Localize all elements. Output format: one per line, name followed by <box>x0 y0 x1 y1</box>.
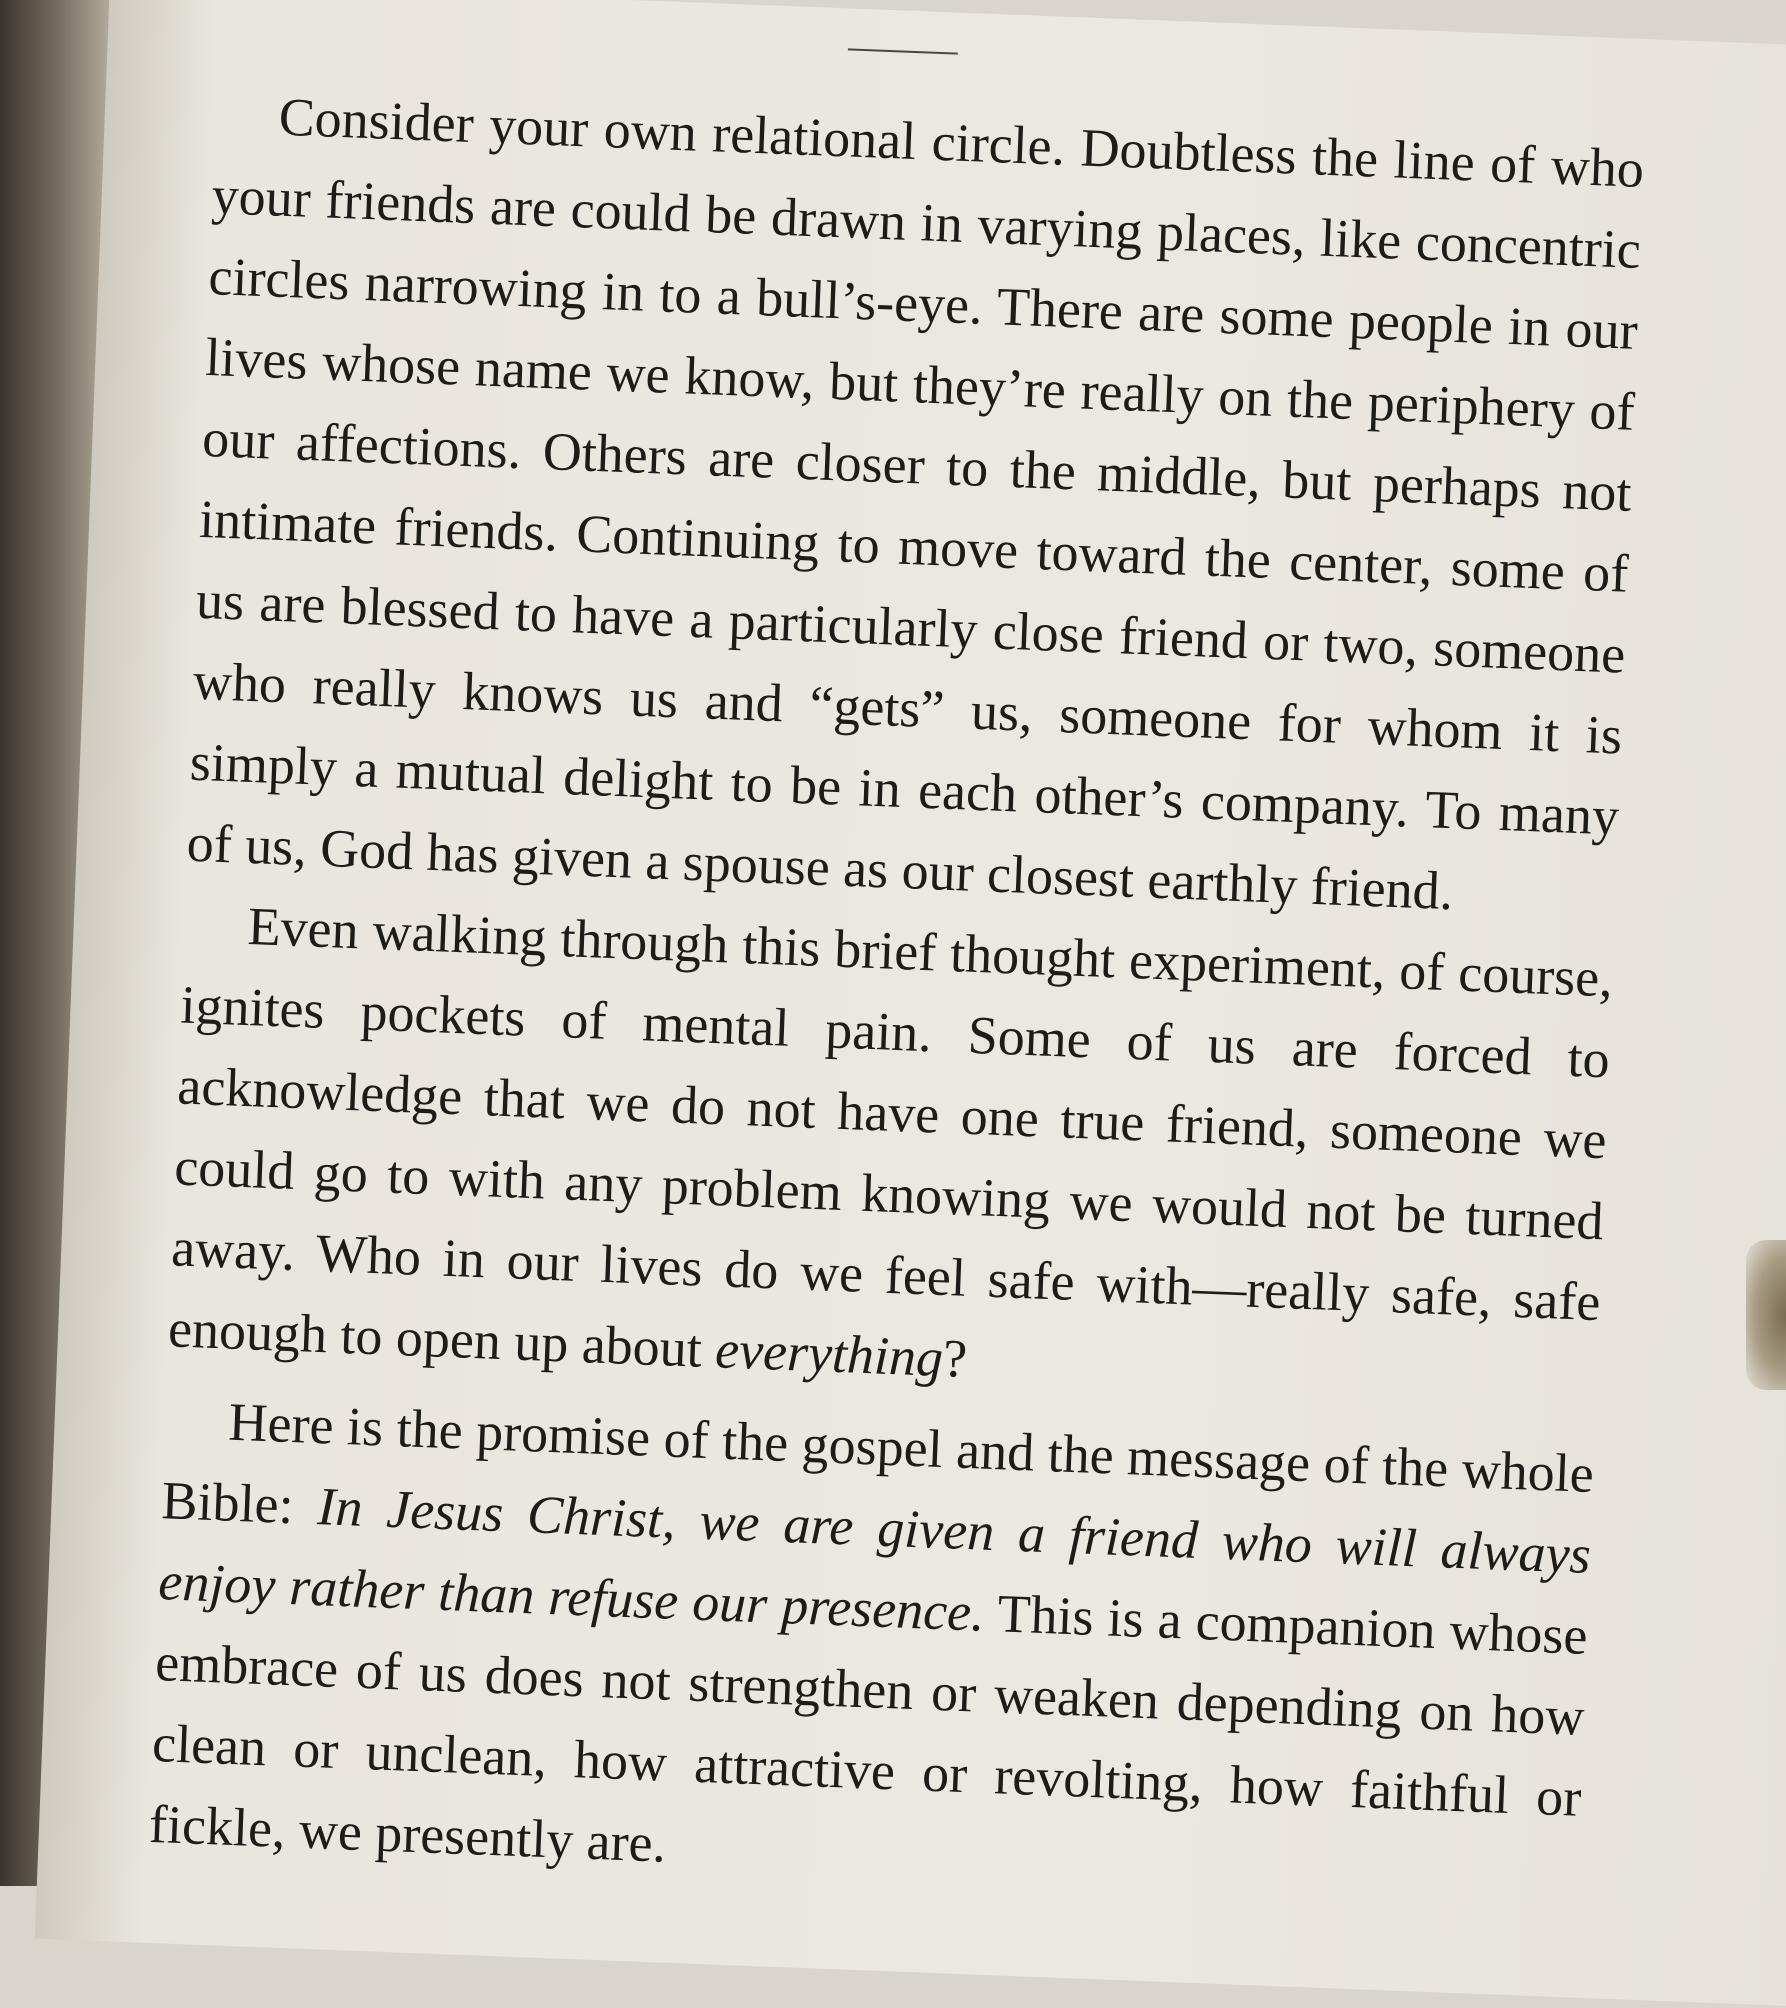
paragraph-2-end: ? <box>941 1328 969 1389</box>
paragraph-2-emphasis: everything <box>714 1319 945 1388</box>
paragraph-relational-circle <box>185 74 1645 938</box>
paragraph-gospel-promise <box>148 1379 1596 1920</box>
page-edge-shadow <box>1746 1240 1786 1390</box>
paragraph-thought-experiment <box>167 884 1615 1425</box>
paragraph-2-text: Even walking through this brief thought experiment, of course, ignites pockets of mental pain. Some of us are forced to acknowledge that we do not have one true friend, someone we could go to with any problem knowing we would not be turned away. Who in our lives do we feel safe with—really safe, safe enough to open up about <box>167 896 1614 1380</box>
paragraph-1-text: Consider your own relational circle. Doubtless the line of who your friends are could be drawn in varying places, like concentric circles narrowing in to a bull’s-eye. There are some people in our lives whose name we know, but they’re really on the periphery of our affections. Others are closer to the middle, but perhaps not intimate friends. Continuing to move toward the center, some of us are blessed to have a particularly close friend or two, someone who really knows us and “gets” us, someone for whom it is simply a mutual delight to be in each other’s company. To many of us, God has given a spouse as our closest earthly friend. <box>185 86 1646 922</box>
paragraph-3-end: This is a companion whose embrace of us does not strengthen or weaken depending on how clean or unclean, how attractive or revolting, how faithful or fickle, we presently are. <box>148 1582 1589 1874</box>
paragraph-3-emphasis: In Jesus Christ, we are given a friend who will always enjoy rather than refuse our presence. <box>157 1476 1592 1643</box>
paragraph-3-text: Here is the promise of the gospel and the message of the whole Bible: <box>160 1391 1595 1537</box>
section-divider-rule <box>848 48 958 54</box>
body-text <box>148 74 1646 1920</box>
book-page <box>35 0 1786 2008</box>
